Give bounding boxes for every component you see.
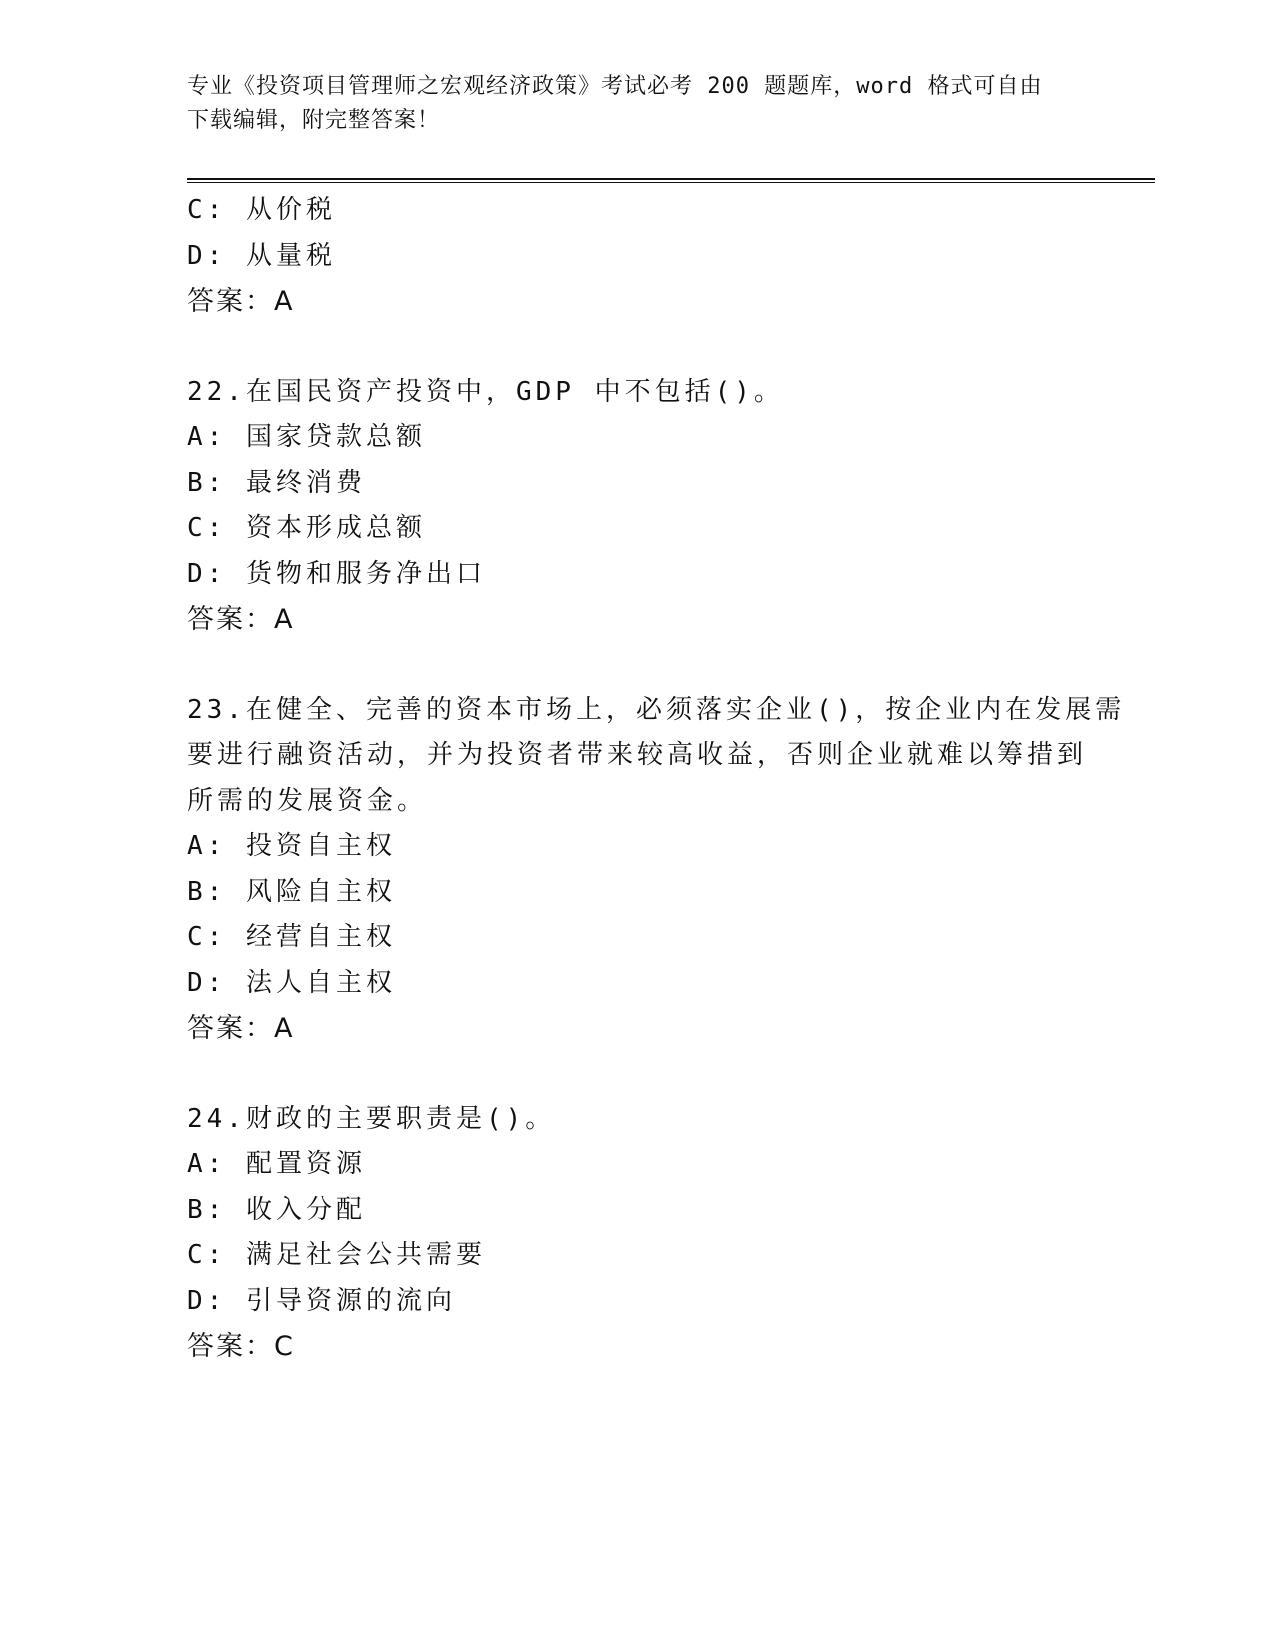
answer-line: 答案：A xyxy=(187,1013,295,1044)
option-a: A: 国家贷款总额 xyxy=(187,422,426,452)
question-stem-line1: 23.在健全、完善的资本市场上，必须落实企业()，按企业内在发展需 xyxy=(187,694,1126,725)
question-stem: 24.财政的主要职责是()。 xyxy=(187,1103,556,1134)
option-d: D: 引导资源的流向 xyxy=(187,1285,456,1316)
question-block-24 xyxy=(187,1097,1087,1370)
option-c: C: 从价税 xyxy=(187,195,336,225)
question-stem-line3: 所需的发展资金。 xyxy=(187,785,428,816)
question-block-22 xyxy=(187,370,1087,643)
option-c: C: 满足社会公共需要 xyxy=(187,1240,486,1270)
option-d: D: 从量税 xyxy=(187,240,336,271)
option-c: C: 经营自主权 xyxy=(187,922,396,952)
answer-line: 答案：A xyxy=(187,286,295,317)
question-list xyxy=(187,188,1126,1370)
option-d: D: 法人自主权 xyxy=(187,967,396,998)
header-text-line1: 专业《投资项目管理师之宏观经济政策》考试必考 200 题题库，word 格式可自由 xyxy=(187,74,1043,99)
header-divider xyxy=(187,178,1155,183)
question-block-21 xyxy=(187,188,1087,325)
option-d: D: 货物和服务净出口 xyxy=(187,558,486,589)
answer-line: 答案：C xyxy=(187,1331,295,1362)
question-stem-line2: 要进行融资活动，并为投资者带来较高收益，否则企业就难以筹措到 xyxy=(187,740,1088,770)
option-b: B: 收入分配 xyxy=(187,1194,366,1225)
option-a: A: 配置资源 xyxy=(187,1149,366,1179)
option-b: B: 风险自主权 xyxy=(187,876,396,907)
page-header xyxy=(187,70,1087,138)
question-block-23 xyxy=(187,688,1126,1052)
option-c: C: 资本形成总额 xyxy=(187,513,426,543)
option-a: A: 投资自主权 xyxy=(187,831,396,861)
header-text-line2: 下载编辑，附完整答案！ xyxy=(187,108,441,133)
question-stem: 22.在国民资产投资中，GDP 中不包括()。 xyxy=(187,376,784,407)
answer-line: 答案：A xyxy=(187,604,295,635)
option-b: B: 最终消费 xyxy=(187,467,366,498)
